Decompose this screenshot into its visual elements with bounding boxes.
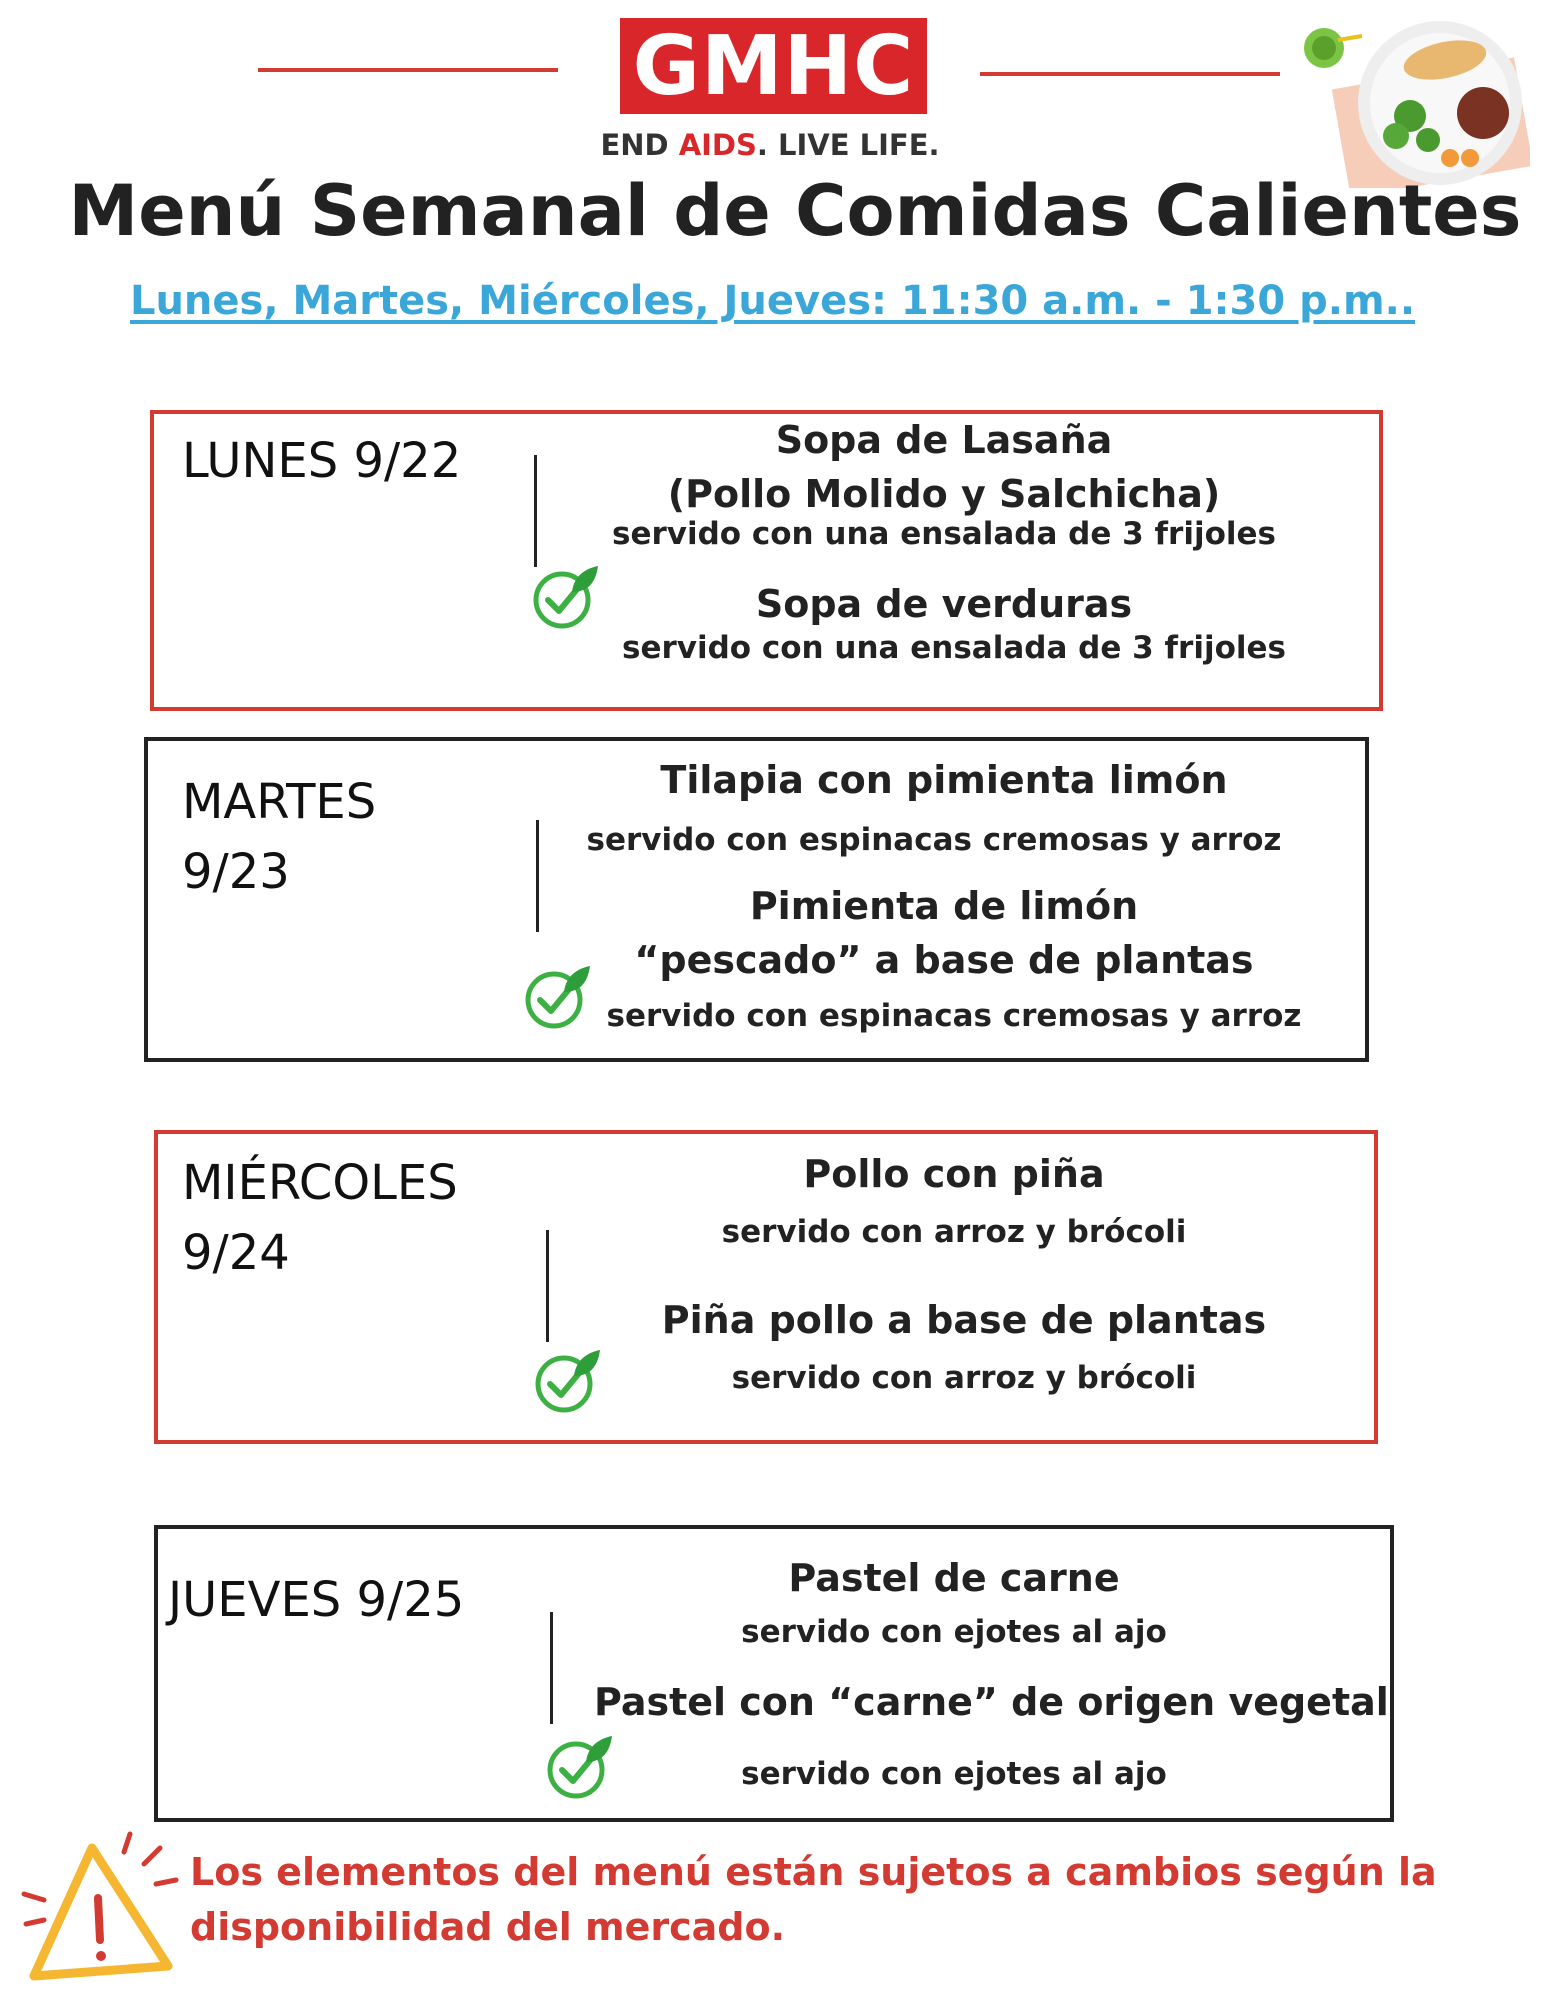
day-label: MIÉRCOLES 9/24 xyxy=(182,1155,458,1281)
page-title: Menú Semanal de Comidas Calientes xyxy=(68,170,1522,252)
menu-item: Pastel con “carne” de origen vegetal xyxy=(594,1680,1389,1724)
leaf-check-icon xyxy=(534,1346,602,1414)
menu-item: Tilapia con pimienta limón xyxy=(660,758,1228,802)
leaf-check-icon xyxy=(546,1732,614,1800)
header-rule-left xyxy=(258,68,558,72)
food-plate-icon xyxy=(1300,18,1530,188)
menu-item-side: servido con ejotes al ajo xyxy=(741,1756,1167,1792)
leaf-check-icon xyxy=(524,962,592,1030)
divider xyxy=(546,1230,549,1342)
menu-item: Sopa de Lasaña xyxy=(775,418,1113,462)
menu-item-side: servido con una ensalada de 3 frijoles xyxy=(612,516,1276,552)
day-label: LUNES 9/22 xyxy=(182,433,462,489)
leaf-check-icon xyxy=(532,562,600,630)
menu-item: Piña pollo a base de plantas xyxy=(661,1298,1267,1342)
menu-item: (Pollo Molido y Salchicha) xyxy=(667,472,1221,516)
menu-item-side: servido con arroz y brócoli xyxy=(721,1214,1187,1250)
menu-item: Pastel de carne xyxy=(788,1556,1120,1600)
menu-item-side: servido con espinacas cremosas y arroz xyxy=(606,998,1302,1034)
menu-item-side: servido con arroz y brócoli xyxy=(731,1360,1197,1396)
header-rule-right xyxy=(980,72,1280,76)
availability-notice: Los elementos del menú están sujetos a cambios según la disponibilidad del mercado. xyxy=(190,1850,1437,1949)
day-label: MARTES 9/23 xyxy=(182,774,377,900)
menu-item: “pescado” a base de plantas xyxy=(634,938,1254,982)
logo-text: GMHC xyxy=(632,18,915,114)
tagline: END AIDS. LIVE LIFE. xyxy=(600,128,940,162)
warning-triangle-icon xyxy=(20,1828,180,1983)
menu-item-side: servido con ejotes al ajo xyxy=(741,1614,1167,1650)
divider xyxy=(536,820,539,932)
day-label: JUEVES 9/25 xyxy=(168,1572,465,1628)
menu-item-side: servido con una ensalada de 3 frijoles xyxy=(622,630,1286,666)
menu-item: Pollo con piña xyxy=(803,1152,1105,1196)
gmhc-logo xyxy=(620,18,927,114)
divider xyxy=(550,1612,553,1724)
menu-item: Sopa de verduras xyxy=(755,582,1133,626)
menu-item-side: servido con espinacas cremosas y arroz xyxy=(586,822,1282,858)
menu-item: Pimienta de limón xyxy=(749,884,1139,928)
service-hours-link[interactable]: Lunes, Martes, Miércoles, Jueves: 11:30 a.m. - 1:30 p.m.. xyxy=(129,278,1416,324)
divider xyxy=(534,455,537,567)
